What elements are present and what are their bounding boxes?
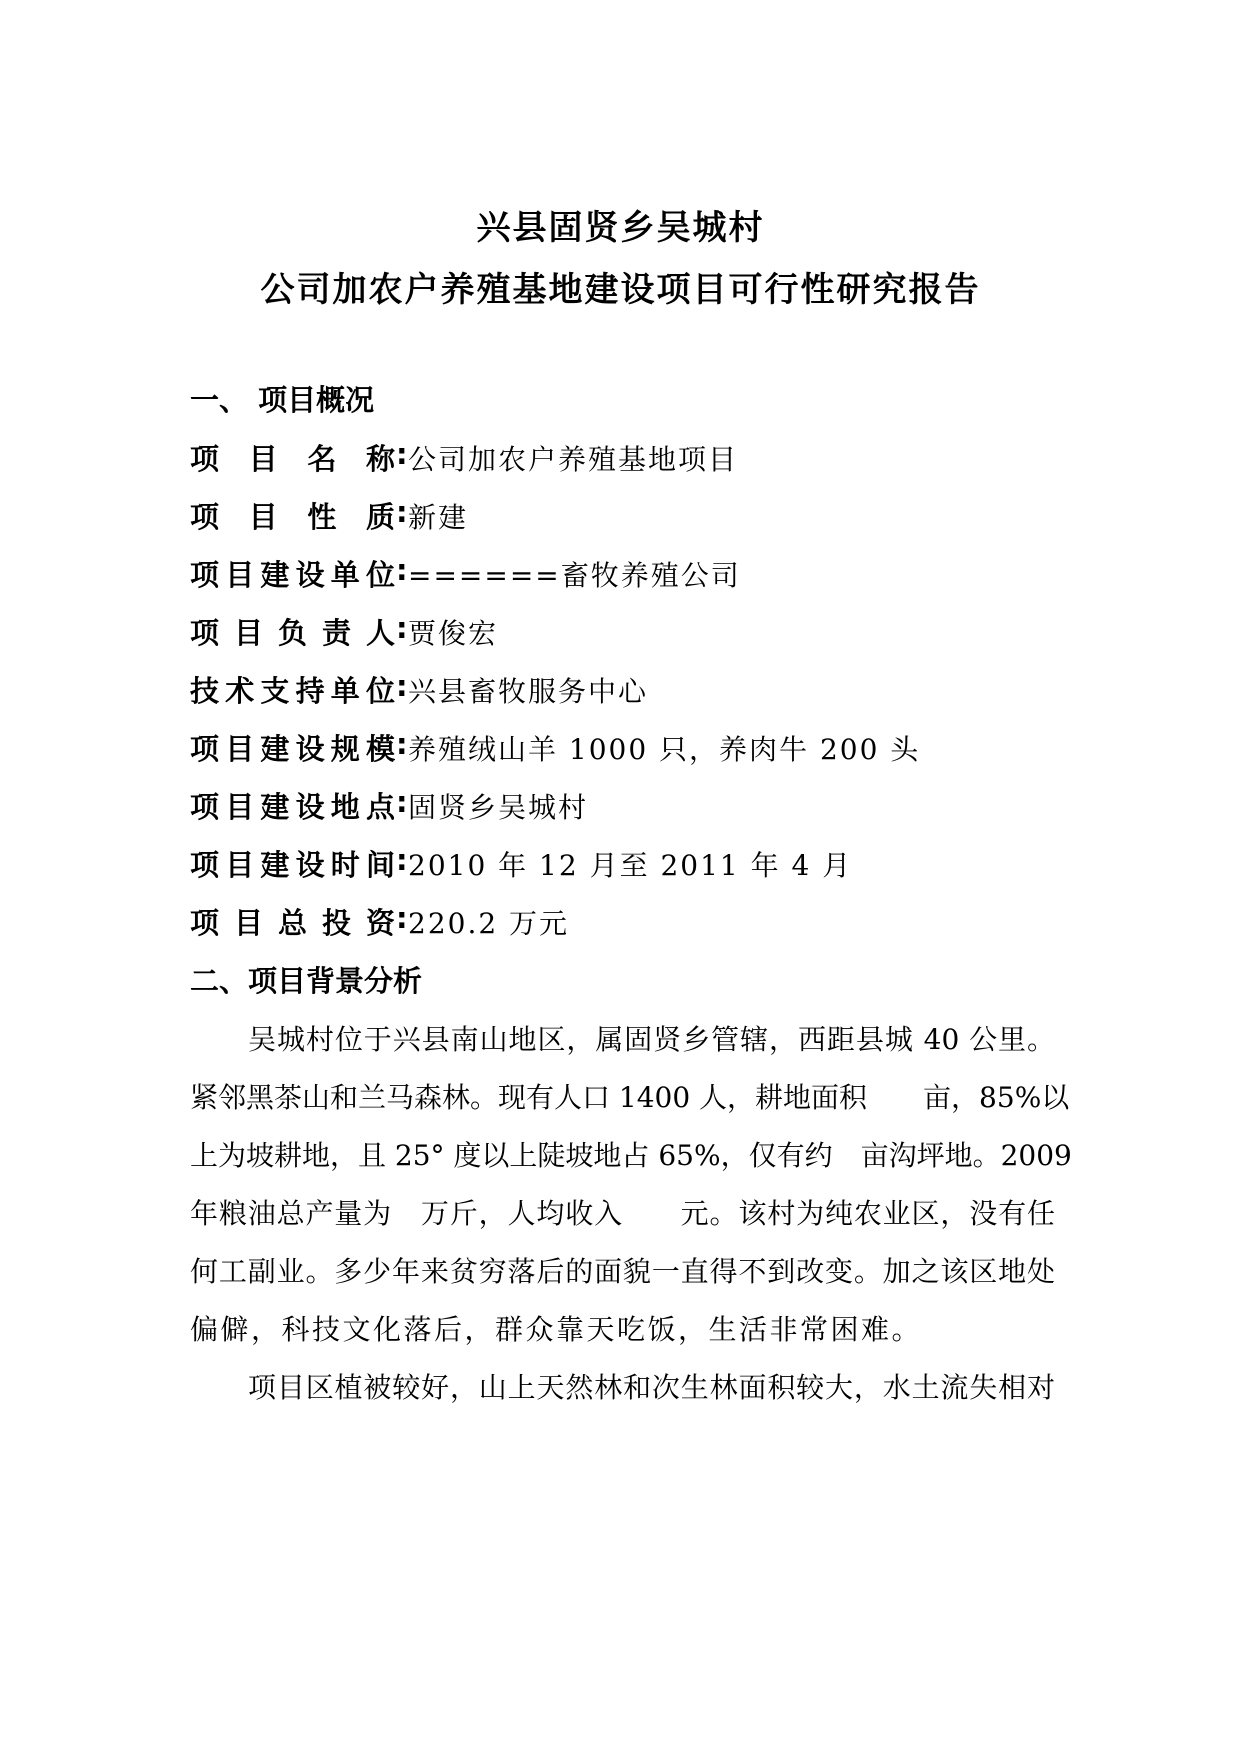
- field-value: 贾俊宏: [408, 617, 499, 650]
- field-colon: :: [396, 727, 408, 761]
- paragraph-line: 偏僻，科技文化落后，群众靠天吃饭，生活非常困难。: [190, 1313, 923, 1346]
- field-value: 2010 年 12 月至 2011 年 4 月: [408, 849, 853, 882]
- field-colon: :: [396, 611, 408, 645]
- field-value: 固贤乡吴城村: [408, 791, 589, 824]
- field-construction-site: [190, 785, 1090, 825]
- field-value: 新建: [408, 501, 469, 534]
- section-2-heading: 二、项目背景分析: [190, 964, 423, 998]
- field-value: 兴县畜牧服务中心: [408, 675, 649, 708]
- field-colon: :: [396, 495, 408, 529]
- paragraph-line: 紧邻黑茶山和兰马森林。现有人口 1400 人，耕地面积 亩，85%以: [190, 1081, 1070, 1114]
- field-value: ======畜牧养殖公司: [408, 559, 741, 592]
- field-label: 项目名称: [190, 442, 395, 476]
- field-project-leader: [190, 611, 1090, 651]
- field-construction-scale: [190, 727, 1090, 767]
- paragraph-line: 何工副业。多少年来贫穷落后的面貌一直得不到改变。加之该区地处: [190, 1255, 1055, 1288]
- field-value: 公司加农户养殖基地项目: [408, 443, 739, 476]
- field-technical-support: [190, 669, 1090, 709]
- field-colon: :: [396, 669, 408, 703]
- field-label: 项目建设时间: [190, 848, 395, 882]
- field-colon: :: [396, 901, 408, 935]
- field-project-nature: [190, 495, 1090, 535]
- field-label: 项目建设规模: [190, 732, 395, 766]
- paragraph-line: 上为坡耕地，且 25° 度以上陡坡地占 65%，仅有约 亩沟坪地。2009: [190, 1139, 1072, 1172]
- paragraph-line: 项目区植被较好，山上天然林和次生林面积较大，水土流失相对: [248, 1371, 1055, 1404]
- field-label: 项目总投资: [190, 906, 395, 940]
- paragraph-line: 吴城村位于兴县南山地区，属固贤乡管辖，西距县城 40 公里。: [248, 1023, 1055, 1056]
- field-total-investment: [190, 901, 1090, 941]
- field-label: 项目建设地点: [190, 790, 395, 824]
- document-title-line-2: 公司加农户养殖基地建设项目可行性研究报告: [260, 270, 981, 310]
- section-1-heading: 一、 项目概况: [190, 383, 375, 417]
- field-label: 项目建设单位: [190, 558, 395, 592]
- field-colon: :: [396, 785, 408, 819]
- field-construction-period: [190, 843, 1090, 883]
- field-colon: :: [396, 553, 408, 587]
- paragraph-line: 年粮油总产量为 万斤，人均收入 元。该村为纯农业区，没有任: [190, 1197, 1055, 1230]
- field-value: 220.2 万元: [408, 907, 570, 940]
- field-label: 技术支持单位: [190, 674, 395, 708]
- field-value: 养殖绒山羊 1000 只，养肉牛 200 头: [408, 733, 921, 766]
- field-colon: :: [396, 437, 408, 471]
- field-project-name: [190, 437, 1090, 477]
- field-label: 项目负责人: [190, 616, 395, 650]
- field-colon: :: [396, 843, 408, 877]
- field-construction-unit: [190, 553, 1090, 593]
- document-title-line-1: 兴县固贤乡吴城村: [476, 208, 765, 248]
- field-label: 项目性质: [190, 500, 395, 534]
